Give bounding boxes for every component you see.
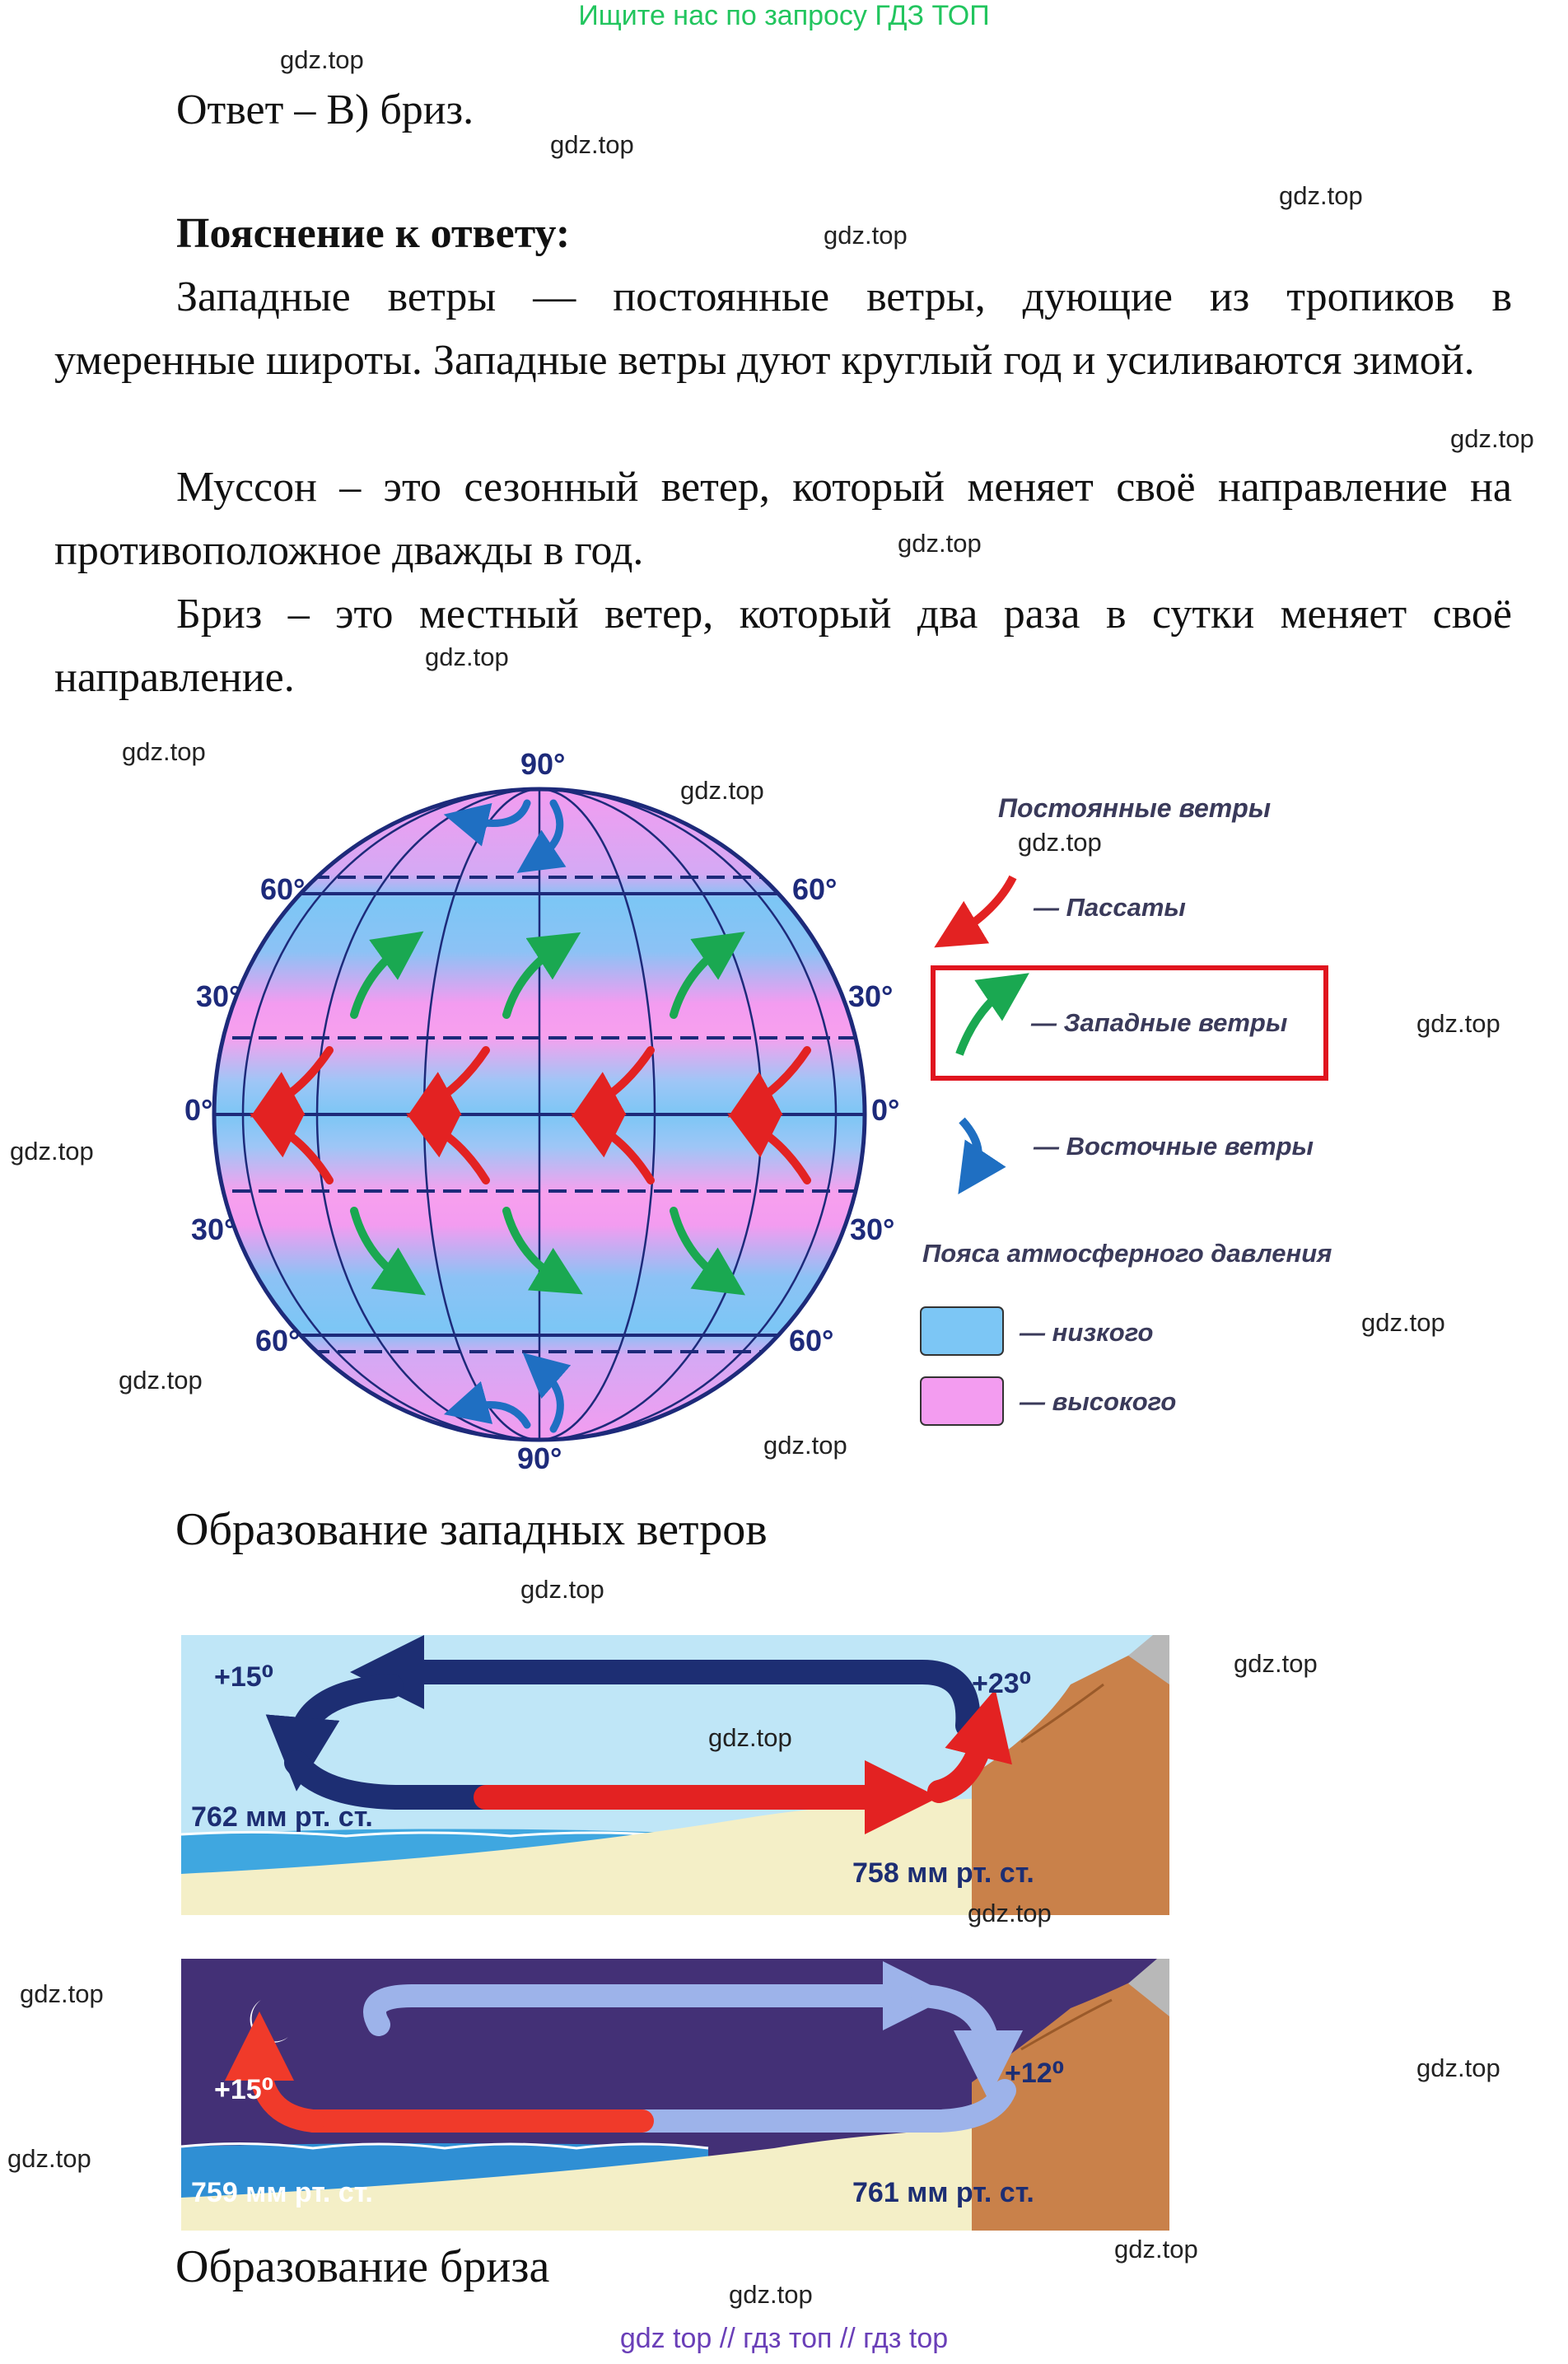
legend-westerly-label: — Западные ветры	[1031, 1008, 1288, 1037]
watermark: gdz.top	[1114, 2235, 1198, 2264]
legend-easterly-label: — Восточные ветры	[1034, 1132, 1314, 1161]
watermark: gdz.top	[824, 221, 908, 250]
day-temp-sea: +15⁰	[214, 1661, 274, 1693]
watermark: gdz.top	[1450, 424, 1534, 453]
watermark: gdz.top	[280, 45, 364, 74]
watermark: gdz.top	[1279, 181, 1363, 210]
watermark: gdz.top	[7, 2144, 91, 2173]
lat-label-90-top: 90°	[520, 747, 566, 781]
legend-easterly-arrow	[962, 1120, 978, 1174]
watermark: gdz.top	[122, 737, 206, 766]
lat-label-30-right: 30°	[848, 979, 894, 1013]
lat-label-30s-right: 30°	[850, 1212, 895, 1246]
watermark: gdz.top	[1361, 1308, 1445, 1337]
lat-label-30-left: 30°	[196, 979, 241, 1013]
answer-line: Ответ – В) бриз.	[176, 86, 474, 133]
lat-label-90-bottom: 90°	[517, 1441, 562, 1475]
low-pressure-swatch	[921, 1307, 1003, 1355]
watermark: gdz.top	[1018, 828, 1102, 857]
night-pressure-sea: 759 мм рт. ст.	[191, 2177, 373, 2208]
lat-label-60-right: 60°	[792, 872, 838, 906]
watermark: gdz.top	[10, 1137, 94, 1166]
watermark: gdz.top	[708, 1723, 792, 1752]
explanation-heading: Пояснение к ответу:	[176, 210, 571, 257]
watermark: gdz.top	[119, 1366, 203, 1395]
watermark: gdz.top	[20, 1979, 104, 2008]
lat-label-30s-left: 30°	[191, 1212, 236, 1246]
caption-westerly: Образование западных ветров	[175, 1504, 768, 1555]
watermark: gdz.top	[550, 130, 634, 159]
watermark: gdz.top	[968, 1899, 1052, 1927]
paragraph-westerly: Западные ветры — постоянные ветры, дующие из тропиков в умеренные широты. Западные ветры дуют круглый год и усиливаются зимой.	[54, 273, 1512, 384]
day-pressure-land: 758 мм рт. ст.	[852, 1857, 1034, 1889]
lat-label-60s-left: 60°	[255, 1324, 301, 1357]
legend-title: Постоянные ветры	[998, 793, 1272, 823]
watermark: gdz.top	[680, 776, 764, 805]
day-breeze-diagram	[181, 1635, 1169, 1915]
caption-breeze: Образование бриза	[175, 2241, 550, 2292]
paragraph-monsoon: Муссон – это сезонный ветер, который меняет своё направление на противоположное дважды в год.	[54, 464, 1512, 574]
watermark: gdz.top	[898, 529, 982, 558]
top-banner[interactable]: Ищите нас по запросу ГДЗ ТОП	[578, 0, 990, 31]
lat-label-0-left: 0°	[184, 1093, 213, 1127]
watermark: gdz.top	[1416, 1009, 1500, 1038]
watermark: gdz.top	[425, 642, 509, 671]
high-pressure-swatch	[921, 1377, 1003, 1425]
lat-label-0-right: 0°	[871, 1093, 900, 1127]
legend-westerly-arrow	[959, 987, 1009, 1054]
paragraph-breeze: Бриз – это местный ветер, который два раза в сутки меняет своё направление.	[54, 591, 1512, 701]
watermark: gdz.top	[763, 1431, 847, 1460]
night-temp-sea: +15⁰	[214, 2074, 274, 2105]
night-pressure-land: 761 мм рт. ст.	[852, 2177, 1034, 2208]
watermark: gdz.top	[729, 2280, 813, 2309]
watermark: gdz.top	[1416, 2053, 1500, 2082]
low-pressure-label: — низкого	[1020, 1318, 1154, 1347]
high-pressure-label: — высокого	[1020, 1387, 1177, 1416]
lat-label-60-left: 60°	[260, 872, 306, 906]
lat-label-60s-right: 60°	[789, 1324, 834, 1357]
night-breeze-diagram	[181, 1959, 1169, 2231]
pressure-title: Пояса атмосферного давления	[922, 1239, 1332, 1268]
watermark: gdz.top	[1234, 1649, 1318, 1678]
watermark: gdz.top	[520, 1575, 604, 1604]
day-pressure-sea: 762 мм рт. ст.	[191, 1801, 373, 1833]
legend-trade-label: — Пассаты	[1034, 893, 1186, 922]
footer-links[interactable]: gdz top // гдз топ // гдз top	[619, 2323, 949, 2354]
night-temp-land: +12⁰	[1005, 2058, 1065, 2089]
day-temp-land: +23⁰	[972, 1668, 1032, 1699]
legend-trade-arrow	[955, 877, 1013, 935]
globe-diagram	[0, 725, 1568, 1483]
